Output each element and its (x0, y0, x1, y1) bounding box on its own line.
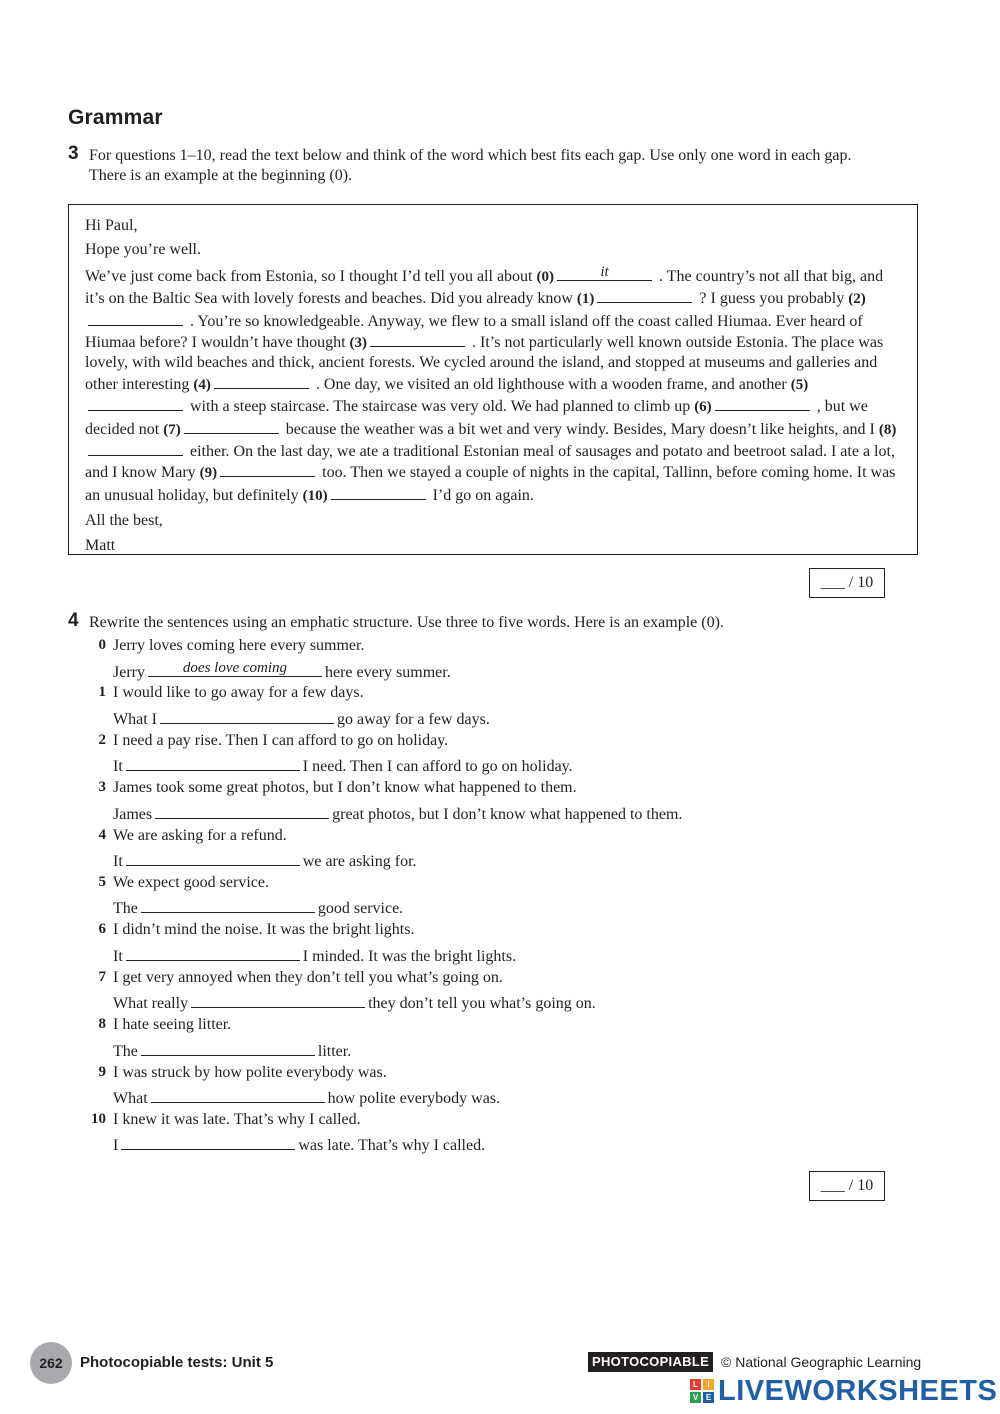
gap-label-3: (3) (349, 335, 368, 352)
letter-segment: . One day, we visited an old lighthouse with a wooden frame, and another (315, 375, 787, 393)
q4-item-number: 8 (98, 1016, 106, 1033)
q4-after: go away for a few days. (336, 710, 490, 728)
q4-sentence: I hate seeing litter. (113, 1016, 232, 1034)
q4-rewrite (113, 754, 573, 776)
q4-rewrite (113, 1133, 485, 1155)
q4-number: 4 (68, 610, 79, 631)
q4-score-box: ___ / 10 (809, 1171, 885, 1201)
q4-before: Jerry (113, 663, 145, 681)
q4-rewrite (113, 660, 451, 682)
q4-before: The (113, 1042, 138, 1060)
q4-instruction: Rewrite the sentences using an emphatic structure. Use three to five words. Here is an example (0). (89, 614, 724, 631)
q4-sentence: I was struck by how polite everybody was. (113, 1063, 387, 1081)
q4-rewrite (113, 1086, 500, 1108)
q4-answer-input[interactable] (151, 1086, 325, 1103)
letter-segment: , but we decided not (85, 398, 868, 438)
q4-instruction-block (68, 610, 888, 633)
letter-segment: I’d go on again. (432, 486, 534, 504)
logo-grid-cell: L (690, 1379, 701, 1390)
letter-segment: with a steep staircase. The staircase was very old. We had planned to climb up (190, 398, 691, 416)
letter-signature: Matt (85, 536, 116, 554)
q4-before: What really (113, 995, 189, 1013)
q4-sentence: Jerry loves coming here every summer. (113, 637, 365, 654)
q4-before: The (113, 900, 138, 918)
q4-after: great photos, but I don’t know what happened to them. (332, 805, 683, 823)
q4-before: It (113, 853, 123, 871)
gap-label-8: (8) (878, 421, 897, 438)
photocopiable-label: PHOTOCOPIABLE (588, 1352, 713, 1372)
q4-sentence: We are asking for a refund. (113, 826, 287, 844)
q4-item-7 (88, 968, 888, 1015)
q4-item-1 (88, 683, 888, 730)
q4-sentence: I would like to go away for a few days. (113, 684, 364, 702)
q4-answer-input[interactable] (126, 849, 300, 866)
gap-label-2: (2) (848, 291, 866, 308)
letter-segment: We’ve just come back from Estonia, so I thought I’d tell you all about (85, 267, 533, 285)
q4-before: It (113, 947, 123, 965)
q4-item-number: 0 (98, 637, 106, 653)
footer-title: Photocopiable tests: Unit 5 (80, 1354, 274, 1371)
page-number-badge: 262 (30, 1342, 72, 1384)
logo-grid-cell: E (703, 1392, 714, 1403)
gap-label-1: (1) (576, 291, 595, 308)
gap-label-7: (7) (163, 421, 181, 438)
q4-item-number: 6 (98, 921, 106, 938)
q4-answer-input[interactable] (160, 707, 334, 724)
q3-instruction-block (68, 143, 888, 185)
gap-2-input[interactable] (88, 310, 183, 326)
q4-answer-input[interactable] (191, 991, 365, 1008)
q4-after: I need. Then I can afford to go on holiday. (302, 758, 573, 776)
q4-before: It (113, 758, 123, 776)
q4-item-6 (88, 920, 888, 967)
q4-item-2 (88, 731, 888, 778)
letter-box (68, 204, 918, 555)
gap-label-4: (4) (193, 376, 211, 393)
q4-sentence: James took some great photos, but I don’t know what happened to them. (113, 779, 577, 797)
q4-example-answer: does love coming (182, 659, 288, 676)
logo-grid-icon (690, 1379, 714, 1403)
gap-8-input[interactable] (88, 440, 183, 456)
q4-item-10 (88, 1110, 888, 1157)
letter-segment: . You’re so knowledgeable. Anyway, we flew to a small island off the coast called Hiumaa. Ever heard of Hiumaa before? I wouldn’t have thought (85, 312, 863, 352)
q4-item-number: 1 (98, 684, 106, 701)
q4-answer-input[interactable] (126, 754, 300, 771)
letter-segment: . The country’s not all that big, and it’s on the Baltic Sea with lovely forests and beaches. Did you already know (85, 267, 884, 308)
gap-label-10: (10) (302, 487, 328, 504)
q4-sentence: I didn’t mind the noise. It was the bright lights. (113, 921, 415, 939)
q4-answer-input[interactable] (155, 802, 329, 819)
q4-rewrite (113, 849, 417, 871)
q4-sentence: I get very annoyed when they don’t tell you what’s going on. (113, 968, 503, 986)
q4-before: James (113, 805, 153, 823)
q4-item-3 (88, 778, 888, 825)
gap-1-input[interactable] (597, 287, 692, 303)
q4-item-9 (88, 1063, 888, 1110)
q4-item-number: 10 (91, 1110, 106, 1127)
gap-0-answer: it (600, 263, 609, 280)
q4-item-5 (88, 873, 888, 920)
q4-rewrite (113, 1039, 351, 1061)
q4-after: good service. (317, 900, 404, 918)
gap-10-input[interactable] (331, 484, 426, 500)
q4-after: how polite everybody was. (327, 1090, 501, 1108)
gap-7-input[interactable] (184, 418, 279, 434)
gap-5-input[interactable] (88, 395, 183, 411)
letter-body (85, 265, 901, 506)
letter-segment: too. Then we stayed a couple of nights in the capital, Tallinn, before coming home. It was an unusual holiday, but definitely (85, 464, 896, 504)
q4-after: litter. (317, 1042, 352, 1060)
q4-sentence: I knew it was late. That’s why I called. (113, 1110, 361, 1128)
logo-grid-cell: V (690, 1392, 701, 1403)
q3-score-box: ___ / 10 (809, 568, 885, 598)
q4-item-4 (88, 826, 888, 873)
gap-6-input[interactable] (715, 395, 810, 411)
q4-item-number: 9 (98, 1063, 106, 1080)
q4-after: I minded. It was the bright lights. (302, 947, 517, 965)
gap-0-example (557, 265, 652, 281)
q4-after: we are asking for. (302, 853, 417, 871)
q4-after: they don’t tell you what’s going on. (368, 995, 596, 1013)
q4-rewrite (113, 896, 403, 918)
gap-4-input[interactable] (214, 373, 309, 389)
q4-before: What I (113, 710, 157, 728)
letter-opening: Hope you’re well. (85, 241, 201, 259)
section-title: Grammar (68, 106, 163, 129)
q4-item-0 (88, 636, 888, 683)
letter-segment: . It’s not particularly well known outside Estonia. The place was lovely, with wild beaches and thick, ancient forests. We cycled around the island, and stopped at museums and galleries and other interesting (85, 334, 884, 393)
q4-item-8 (88, 1015, 888, 1062)
letter-segment: ? I guess you probably (699, 290, 845, 308)
logo-grid-cell: I (703, 1379, 714, 1390)
q4-item-number: 4 (98, 826, 106, 843)
gap-label-5: (5) (790, 376, 809, 393)
gap-label-0: (0) (536, 268, 554, 285)
letter-segment: either. On the last day, we ate a traditional Estonian meal of sausages and potato and beetroot salad. I ate a lot, and I know Mary (85, 443, 895, 482)
letter-signoff: All the best, (85, 512, 163, 530)
gap-3-input[interactable] (370, 331, 465, 347)
q4-rewrite (113, 802, 682, 824)
gap-label-6: (6) (694, 399, 712, 416)
q4-item-number: 3 (98, 779, 106, 796)
q4-before: What (113, 1090, 148, 1108)
q4-rewrite (113, 991, 596, 1013)
q4-sentence: We expect good service. (113, 873, 269, 891)
q4-item-number: 7 (98, 968, 106, 985)
q4-item-number: 2 (98, 731, 106, 748)
letter-segment: because the weather was a bit wet and very windy. Besides, Mary doesn’t like heights, and I (285, 420, 875, 438)
q4-answer-input[interactable] (121, 1133, 295, 1150)
q4-rewrite (113, 944, 516, 966)
q3-number: 3 (68, 143, 79, 164)
copyright-text: © National Geographic Learning (721, 1354, 922, 1370)
q4-after: here every summer. (324, 663, 451, 681)
q4-before: I (113, 1137, 119, 1155)
q3-instruction: For questions 1–10, read the text below and think of the word which best fits each gap. Use only one word in each gap. There is an example at the beginning (0). (89, 147, 852, 184)
gap-label-9: (9) (199, 465, 218, 482)
q4-list (88, 636, 888, 1157)
gap-9-input[interactable] (220, 461, 315, 477)
q4-after: was late. That’s why I called. (298, 1137, 486, 1155)
q4-answer-input[interactable] (141, 1039, 315, 1056)
q4-answer-input[interactable] (126, 944, 300, 961)
letter-greeting: Hi Paul, (85, 217, 138, 234)
liveworksheets-logo[interactable] (690, 1376, 997, 1406)
q4-answer-input[interactable] (141, 896, 315, 913)
q4-rewrite (113, 707, 490, 729)
q4-example-blank (148, 660, 322, 677)
logo-text: LIVEWORKSHEETS (718, 1375, 998, 1407)
q4-item-number: 5 (98, 873, 106, 890)
q4-sentence: I need a pay rise. Then I can afford to go on holiday. (113, 731, 449, 749)
